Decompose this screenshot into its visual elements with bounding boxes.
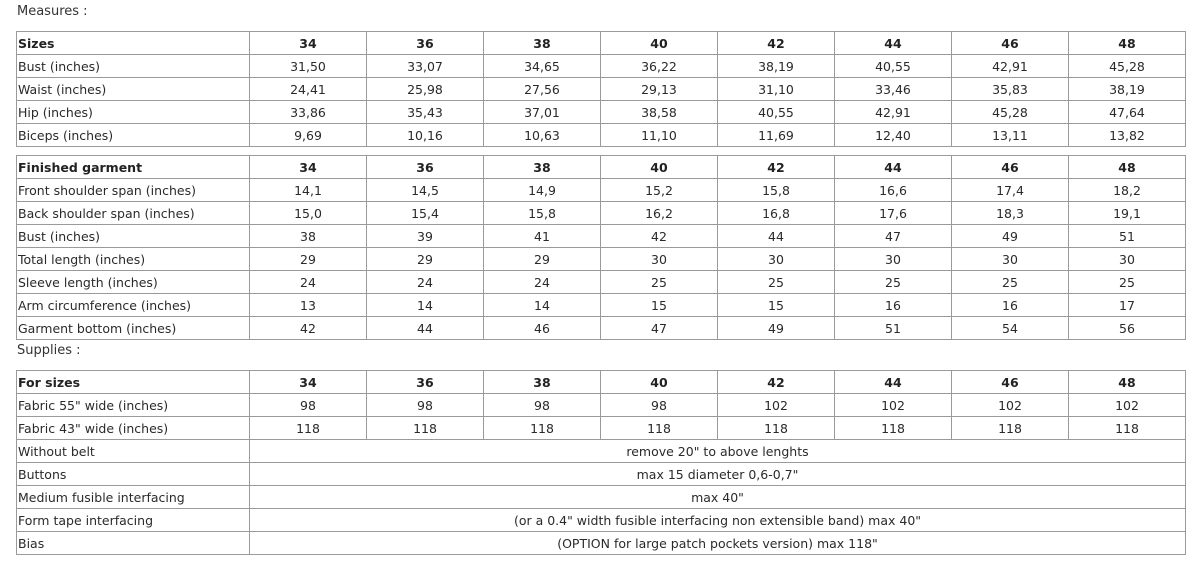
measures-table [16,31,1186,147]
value-cell: 25,98 [367,78,484,101]
value-cell: 15 [718,294,835,317]
row-label: Total length (inches) [17,248,250,271]
header-size-cell: 38 [484,32,601,55]
value-cell: 30 [835,248,952,271]
value-cell: 12,40 [835,124,952,147]
value-cell: 13,82 [1069,124,1186,147]
table-row [17,202,1186,225]
row-label: Waist (inches) [17,78,250,101]
value-cell: 24 [250,271,367,294]
value-cell: 45,28 [1069,55,1186,78]
table-row [17,271,1186,294]
value-cell: 16 [835,294,952,317]
value-cell: 41 [484,225,601,248]
supplies-heading: Supplies : [17,343,81,358]
row-label: Bust (inches) [17,55,250,78]
value-cell: 15 [601,294,718,317]
value-cell: 118 [1069,417,1186,440]
row-label: Bias [17,532,250,555]
row-label: Arm circumference (inches) [17,294,250,317]
value-cell: 10,63 [484,124,601,147]
header-size-cell: 42 [718,32,835,55]
header-size-cell: 48 [1069,32,1186,55]
value-cell: 118 [250,417,367,440]
table-row [17,124,1186,147]
value-cell: 34,65 [484,55,601,78]
value-cell: 14,9 [484,179,601,202]
row-label: Back shoulder span (inches) [17,202,250,225]
value-cell: 33,07 [367,55,484,78]
value-cell: 16,8 [718,202,835,225]
value-cell: 45,28 [952,101,1069,124]
header-label-cell: For sizes [17,371,250,394]
value-cell: 118 [367,417,484,440]
table-row [17,225,1186,248]
value-cell: 102 [835,394,952,417]
finished-garment-table [16,155,1186,340]
header-size-cell: 42 [718,371,835,394]
header-size-cell: 38 [484,156,601,179]
header-size-cell: 46 [952,156,1069,179]
header-size-cell: 46 [952,371,1069,394]
header-label-cell: Sizes [17,32,250,55]
value-cell: 37,01 [484,101,601,124]
table-row [17,179,1186,202]
span-value-cell: max 15 diameter 0,6-0,7" [250,463,1186,486]
value-cell: 47,64 [1069,101,1186,124]
row-label: Sleeve length (inches) [17,271,250,294]
value-cell: 118 [835,417,952,440]
span-value-cell: (or a 0.4" width fusible interfacing non extensible band) max 40" [250,509,1186,532]
table-header-row [17,371,1186,394]
row-label: Bust (inches) [17,225,250,248]
value-cell: 15,4 [367,202,484,225]
value-cell: 13 [250,294,367,317]
value-cell: 30 [1069,248,1186,271]
value-cell: 35,43 [367,101,484,124]
table-row [17,394,1186,417]
value-cell: 36,22 [601,55,718,78]
table-row [17,248,1186,271]
value-cell: 14,5 [367,179,484,202]
header-size-cell: 34 [250,156,367,179]
value-cell: 18,3 [952,202,1069,225]
value-cell: 54 [952,317,1069,340]
table-row [17,417,1186,440]
header-size-cell: 44 [835,371,952,394]
value-cell: 42 [250,317,367,340]
value-cell: 47 [835,225,952,248]
header-size-cell: 46 [952,32,1069,55]
value-cell: 25 [952,271,1069,294]
header-size-cell: 36 [367,32,484,55]
value-cell: 11,69 [718,124,835,147]
table-row [17,509,1186,532]
value-cell: 11,10 [601,124,718,147]
value-cell: 29 [367,248,484,271]
value-cell: 40,55 [835,55,952,78]
row-label: Form tape interfacing [17,509,250,532]
value-cell: 15,8 [484,202,601,225]
value-cell: 47 [601,317,718,340]
header-size-cell: 40 [601,156,718,179]
header-size-cell: 38 [484,371,601,394]
value-cell: 31,10 [718,78,835,101]
header-size-cell: 34 [250,32,367,55]
value-cell: 46 [484,317,601,340]
value-cell: 31,50 [250,55,367,78]
table-row [17,55,1186,78]
value-cell: 17 [1069,294,1186,317]
value-cell: 98 [250,394,367,417]
header-size-cell: 34 [250,371,367,394]
value-cell: 42 [601,225,718,248]
value-cell: 38,58 [601,101,718,124]
row-label: Biceps (inches) [17,124,250,147]
value-cell: 51 [1069,225,1186,248]
value-cell: 98 [367,394,484,417]
table-row [17,78,1186,101]
value-cell: 35,83 [952,78,1069,101]
row-label: Fabric 55" wide (inches) [17,394,250,417]
value-cell: 118 [484,417,601,440]
value-cell: 29,13 [601,78,718,101]
value-cell: 16,2 [601,202,718,225]
row-label: Buttons [17,463,250,486]
row-label: Without belt [17,440,250,463]
value-cell: 40,55 [718,101,835,124]
table-row [17,486,1186,509]
value-cell: 30 [718,248,835,271]
table-row [17,294,1186,317]
value-cell: 98 [484,394,601,417]
value-cell: 14 [484,294,601,317]
value-cell: 102 [718,394,835,417]
table-row [17,317,1186,340]
value-cell: 38,19 [1069,78,1186,101]
value-cell: 56 [1069,317,1186,340]
header-size-cell: 40 [601,371,718,394]
value-cell: 24 [484,271,601,294]
value-cell: 25 [601,271,718,294]
value-cell: 29 [484,248,601,271]
supplies-table [16,370,1186,555]
value-cell: 38 [250,225,367,248]
value-cell: 25 [1069,271,1186,294]
value-cell: 118 [952,417,1069,440]
value-cell: 49 [718,317,835,340]
value-cell: 24,41 [250,78,367,101]
value-cell: 15,8 [718,179,835,202]
value-cell: 98 [601,394,718,417]
row-label: Fabric 43" wide (inches) [17,417,250,440]
table-header-row [17,156,1186,179]
header-size-cell: 42 [718,156,835,179]
table-row [17,101,1186,124]
value-cell: 30 [601,248,718,271]
value-cell: 44 [367,317,484,340]
row-label: Front shoulder span (inches) [17,179,250,202]
value-cell: 27,56 [484,78,601,101]
value-cell: 44 [718,225,835,248]
value-cell: 102 [1069,394,1186,417]
value-cell: 39 [367,225,484,248]
value-cell: 16 [952,294,1069,317]
value-cell: 17,6 [835,202,952,225]
header-size-cell: 36 [367,156,484,179]
table-row [17,532,1186,555]
row-label: Garment bottom (inches) [17,317,250,340]
table-row [17,463,1186,486]
value-cell: 118 [601,417,718,440]
header-size-cell: 48 [1069,371,1186,394]
header-size-cell: 44 [835,32,952,55]
value-cell: 49 [952,225,1069,248]
value-cell: 118 [718,417,835,440]
value-cell: 18,2 [1069,179,1186,202]
value-cell: 9,69 [250,124,367,147]
row-label: Hip (inches) [17,101,250,124]
value-cell: 42,91 [835,101,952,124]
span-value-cell: remove 20" to above lenghts [250,440,1186,463]
value-cell: 102 [952,394,1069,417]
header-label-cell: Finished garment [17,156,250,179]
measures-heading: Measures : [17,4,88,19]
table-header-row [17,32,1186,55]
value-cell: 14 [367,294,484,317]
value-cell: 33,46 [835,78,952,101]
value-cell: 25 [835,271,952,294]
header-size-cell: 48 [1069,156,1186,179]
row-label: Medium fusible interfacing [17,486,250,509]
value-cell: 16,6 [835,179,952,202]
span-value-cell: (OPTION for large patch pockets version) max 118" [250,532,1186,555]
value-cell: 13,11 [952,124,1069,147]
value-cell: 15,2 [601,179,718,202]
value-cell: 42,91 [952,55,1069,78]
value-cell: 33,86 [250,101,367,124]
value-cell: 24 [367,271,484,294]
value-cell: 51 [835,317,952,340]
header-size-cell: 44 [835,156,952,179]
value-cell: 15,0 [250,202,367,225]
value-cell: 17,4 [952,179,1069,202]
value-cell: 38,19 [718,55,835,78]
value-cell: 29 [250,248,367,271]
header-size-cell: 40 [601,32,718,55]
table-row [17,440,1186,463]
value-cell: 14,1 [250,179,367,202]
span-value-cell: max 40" [250,486,1186,509]
value-cell: 10,16 [367,124,484,147]
header-size-cell: 36 [367,371,484,394]
value-cell: 19,1 [1069,202,1186,225]
value-cell: 30 [952,248,1069,271]
value-cell: 25 [718,271,835,294]
